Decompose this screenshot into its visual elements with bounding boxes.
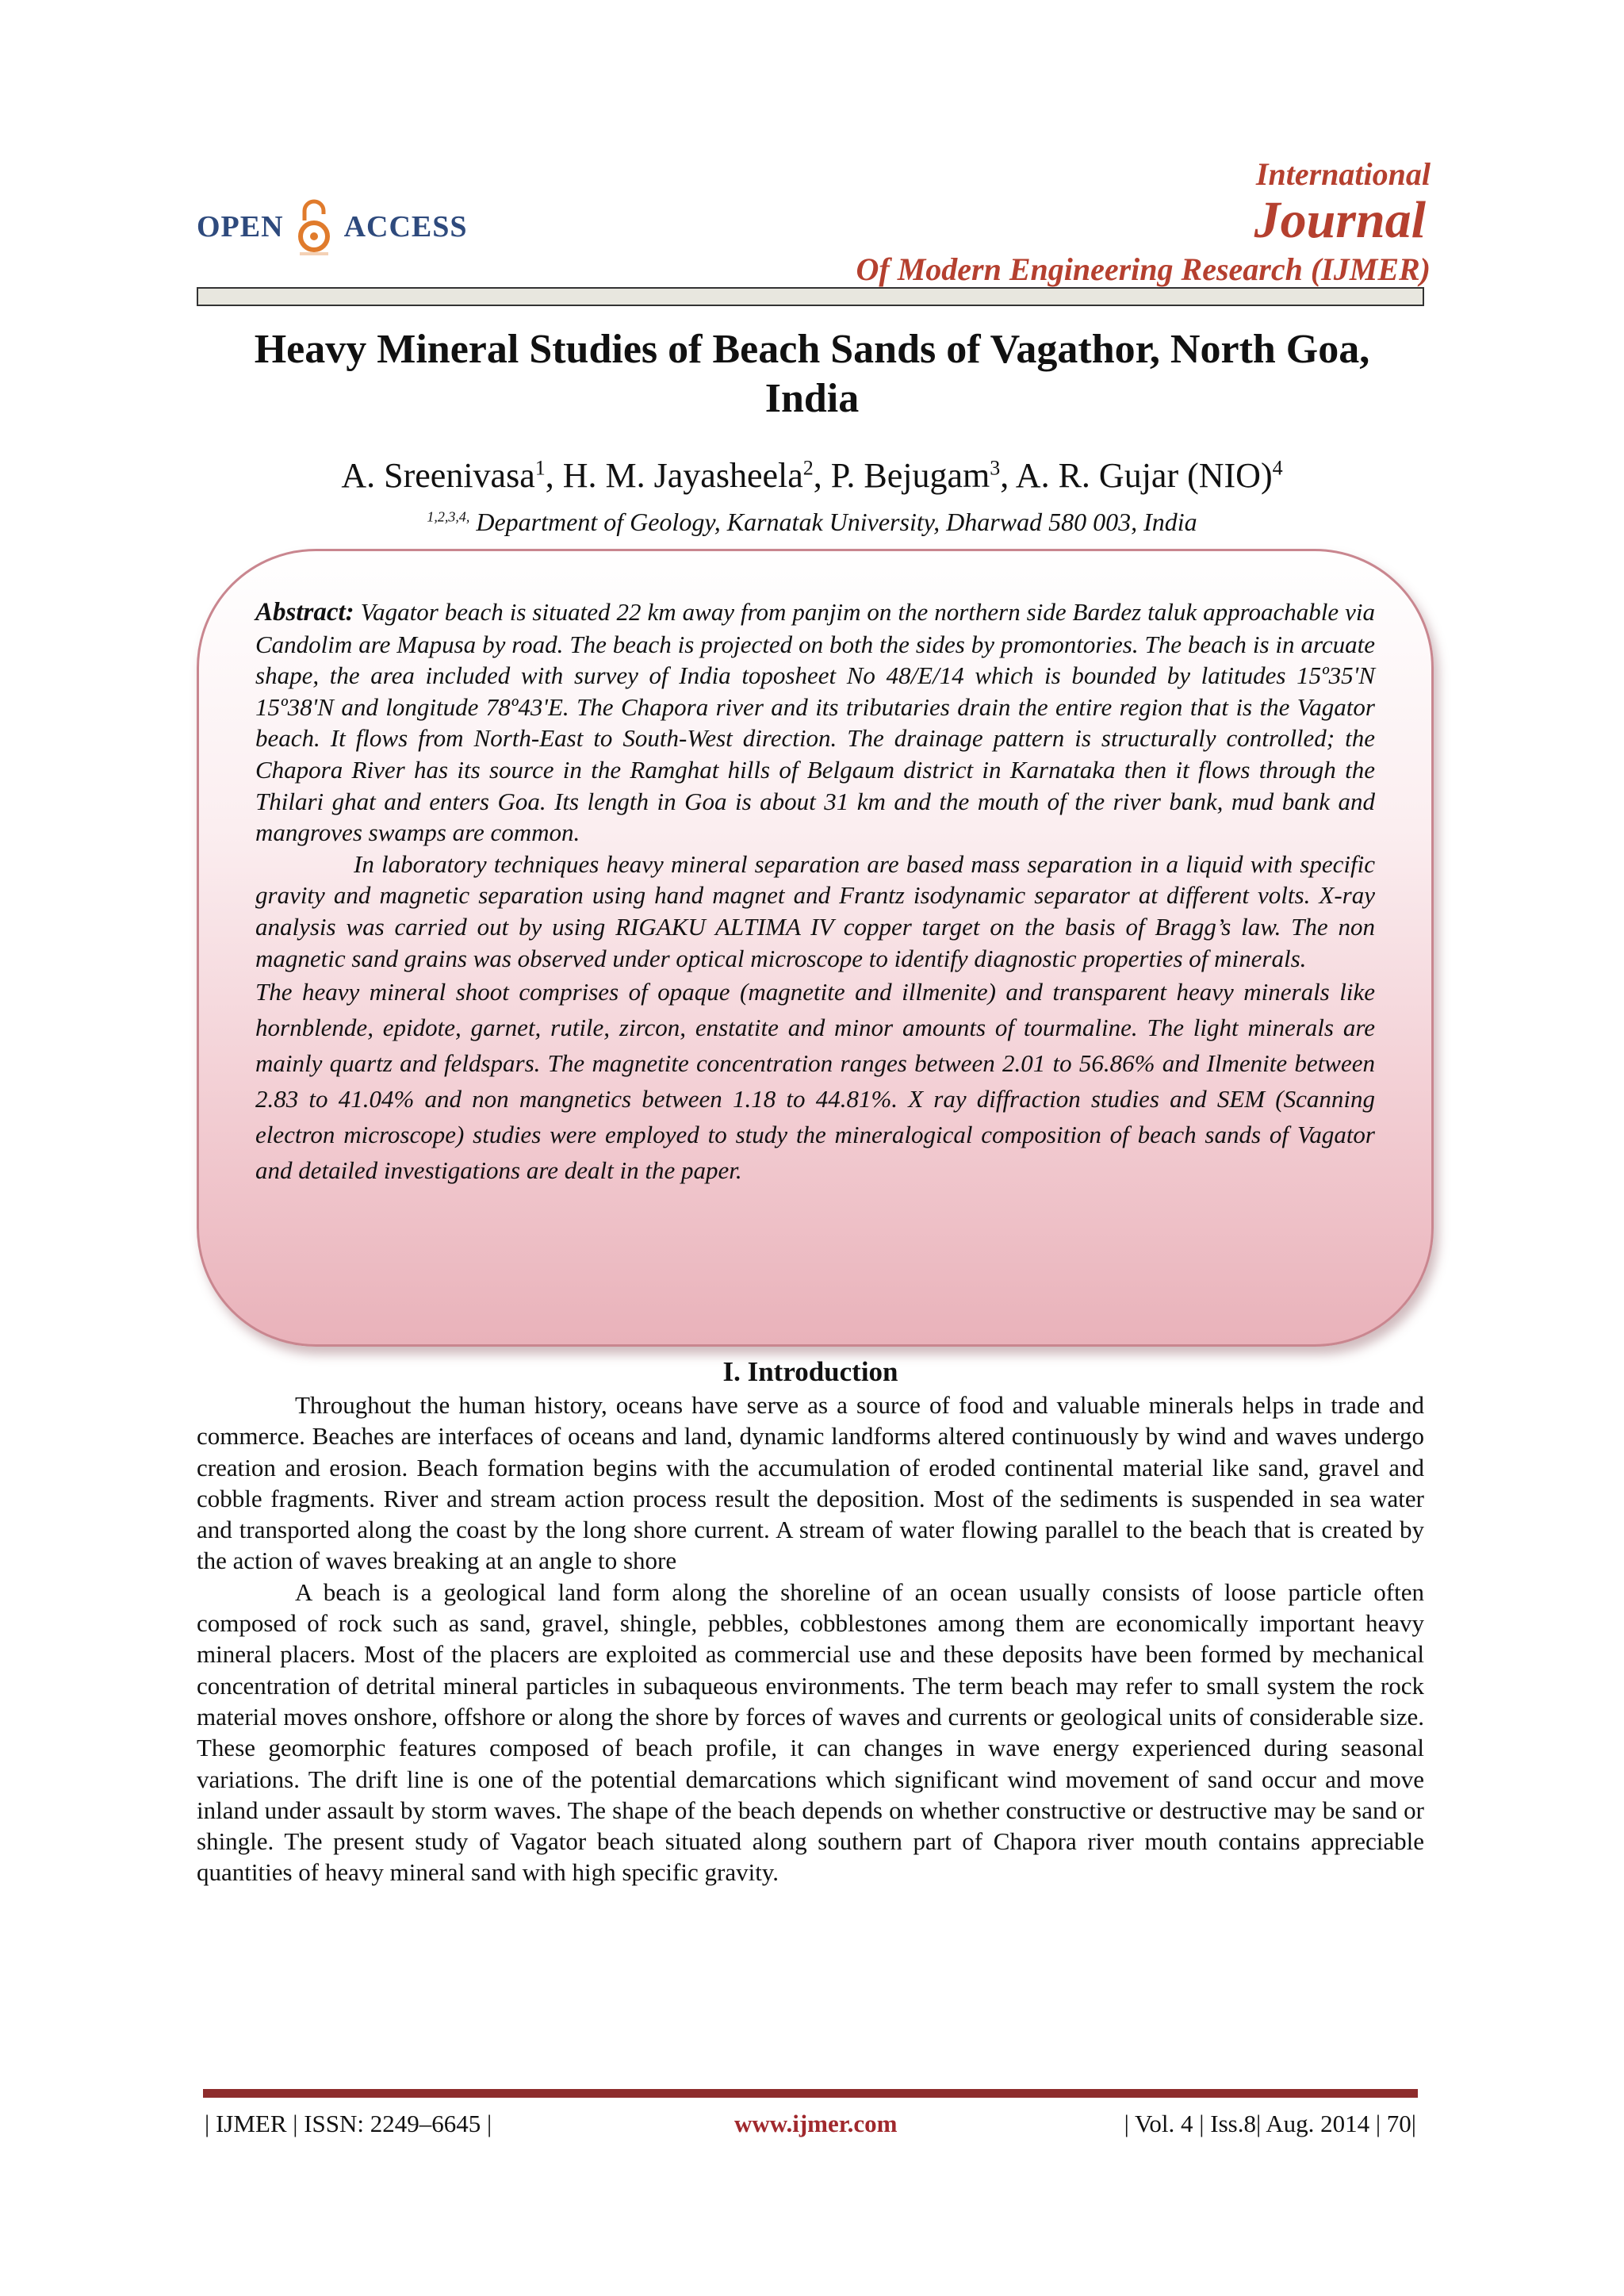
- footer-issn: | IJMER | ISSN: 2249–6645 |: [205, 2110, 492, 2137]
- intro-paragraph-1: Throughout the human history, oceans have serve as a source of food and valuable minerals helps in trade and commerce. Beaches are interfaces of oceans and land, dynamic landforms altered continuously by wind and waves undergo creation and erosion. Beach formation begins with the accumulation of eroded continental material like sand, gravel and cobble fragments. River and stream action process result the deposition. Most of the sediments is suspended in sea water and transported along the coast by the long shore current. A stream of water flowing parallel to the beach that is created by the action of waves breaking at an angle to shore: [197, 1391, 1424, 1575]
- author-name: A. Sreenivasa: [341, 456, 535, 495]
- abstract-p1-text: Vagator beach is situated 22 km away from panjim on the northern side Bardez taluk approachable via Candolim are Mapusa by road. The beach is projected on both the sides by promontories. The beach is in arcuate shape, the area included with survey of India toposheet No 48/E/14 which is bounded by latitudes 15º35ʹN 15º38ʹN and longitude 78º43ʹE. The Chapora river and its tributaries drain the entire region that is the Vagator beach. It flows from North-East to South-West direction. The drainage pattern is structurally controlled; the Chapora River has its source in the Ramghat hills of Belgaum district in Karnataka then it flows through the Thilari ghat and enters Goa. Its length in Goa is about 31 km and the mouth of the river bank, mud bank and mangroves swamps are common.: [255, 598, 1376, 847]
- abstract-label: Abstract:: [255, 598, 354, 627]
- open-access-lock-icon: [295, 197, 333, 257]
- author-sup: 3: [990, 456, 1001, 480]
- author-sup: 2: [802, 456, 814, 480]
- affiliation: [182, 508, 1442, 537]
- header-divider: [197, 287, 1424, 306]
- abstract: [255, 596, 1375, 1188]
- abstract-paragraph-3: The heavy mineral shoot comprises of opaque (magnetite and illmenite) and transparent heavy minerals like hornblende, epidote, garnet, rutile, zircon, enstatite and minor amounts of tourmaline. The light minerals are mainly quartz and feldspars. The magnetite concentration ranges between 2.01 to 56.86% and Ilmenite between 2.83 to 41.04% and non mangnetics between 1.18 to 44.81%. X ray diffraction studies and SEM (Scanning electron microscope) studies were employed to study the mineralogical composition of beach sands of Vagator and detailed investigations are dealt in the paper.: [255, 978, 1375, 1185]
- paper-title-line2: India: [764, 376, 860, 421]
- introduction-body: [197, 1389, 1424, 1888]
- abstract-paragraph-2: In laboratory techniques heavy mineral separation are based mass separation in a liquid with specific gravity and magnetic separation using hand magnet and Frantz isodynamic separator at different volts. X-ray analysis was carried out by using RIGAKU ALTIMA IV copper target on the basis of Bragg’s law. The non magnetic sand grains was observed under optical microscope to identify diagnostic properties of minerals.: [255, 849, 1375, 972]
- author-name: A. R. Gujar (NIO): [1015, 456, 1273, 495]
- footer-website-link[interactable]: www.ijmer.com: [734, 2110, 898, 2137]
- author-name: P. Bejugam: [830, 456, 990, 495]
- footer-volume-page: | Vol. 4 | Iss.8| Aug. 2014 | 70|: [1124, 2110, 1416, 2137]
- journal-name-line3: Of Modern Engineering Research (IJMER): [856, 251, 1431, 287]
- paper-title-line1: Heavy Mineral Studies of Beach Sands of Vagathor, North Goa,: [254, 327, 1370, 372]
- author-name: H. M. Jayasheela: [562, 456, 803, 495]
- journal-name-line1: International: [1255, 156, 1431, 192]
- open-access-logo-right: ACCESS: [343, 210, 468, 243]
- author-sup: 4: [1272, 456, 1283, 480]
- intro-paragraph-2: A beach is a geological land form along the shoreline of an ocean usually consists of loose particle often composed of rock such as sand, gravel, shingle, pebbles, cobblestones among them are economically important heavy mineral placers. Most of the placers are exploited as commercial use and these deposits have been formed by mechanical concentration of detrital mineral particles in subaqueous environments. The term beach may refer to small system the rock material moves onshore, offshore or along the shore by forces of waves and currents or geological units of considerable size. These geomorphic features composed of beach profile, it can changes in wave energy experienced during seasonal variations. The drift line is one of the potential demarcations which significant wind movement of sand occur and move inland under assault by storm waves. The shape of the beach depends on whether constructive or destructive may be sand or shingle. The present study of Vagator beach situated along southern part of Chapora river mouth contains appreciable quantities of heavy mineral sand with high specific gravity.: [197, 1577, 1424, 1887]
- journal-name-line2: Journal: [1254, 191, 1426, 249]
- open-access-logo: [197, 195, 468, 259]
- open-access-logo-left: OPEN: [197, 210, 284, 243]
- author-list: A. Sreenivasa$^1$, H. M. Jayasheela$^2$, P. Bejugam$^3$, A. R. Gujar (NIO)$^4$: [341, 456, 1283, 495]
- section-heading-introduction: I. Introduction: [722, 1356, 898, 1387]
- footer-divider: [203, 2089, 1418, 2098]
- affiliation-text: Department of Geology, Karnatak University, Dharwad 580 003, India: [476, 508, 1197, 536]
- paper-title: [182, 325, 1442, 424]
- abstract-paragraph-1: [255, 596, 1375, 849]
- affiliation-sup: 1,2,3,4,: [427, 508, 470, 525]
- author-sup: 1: [534, 456, 546, 480]
